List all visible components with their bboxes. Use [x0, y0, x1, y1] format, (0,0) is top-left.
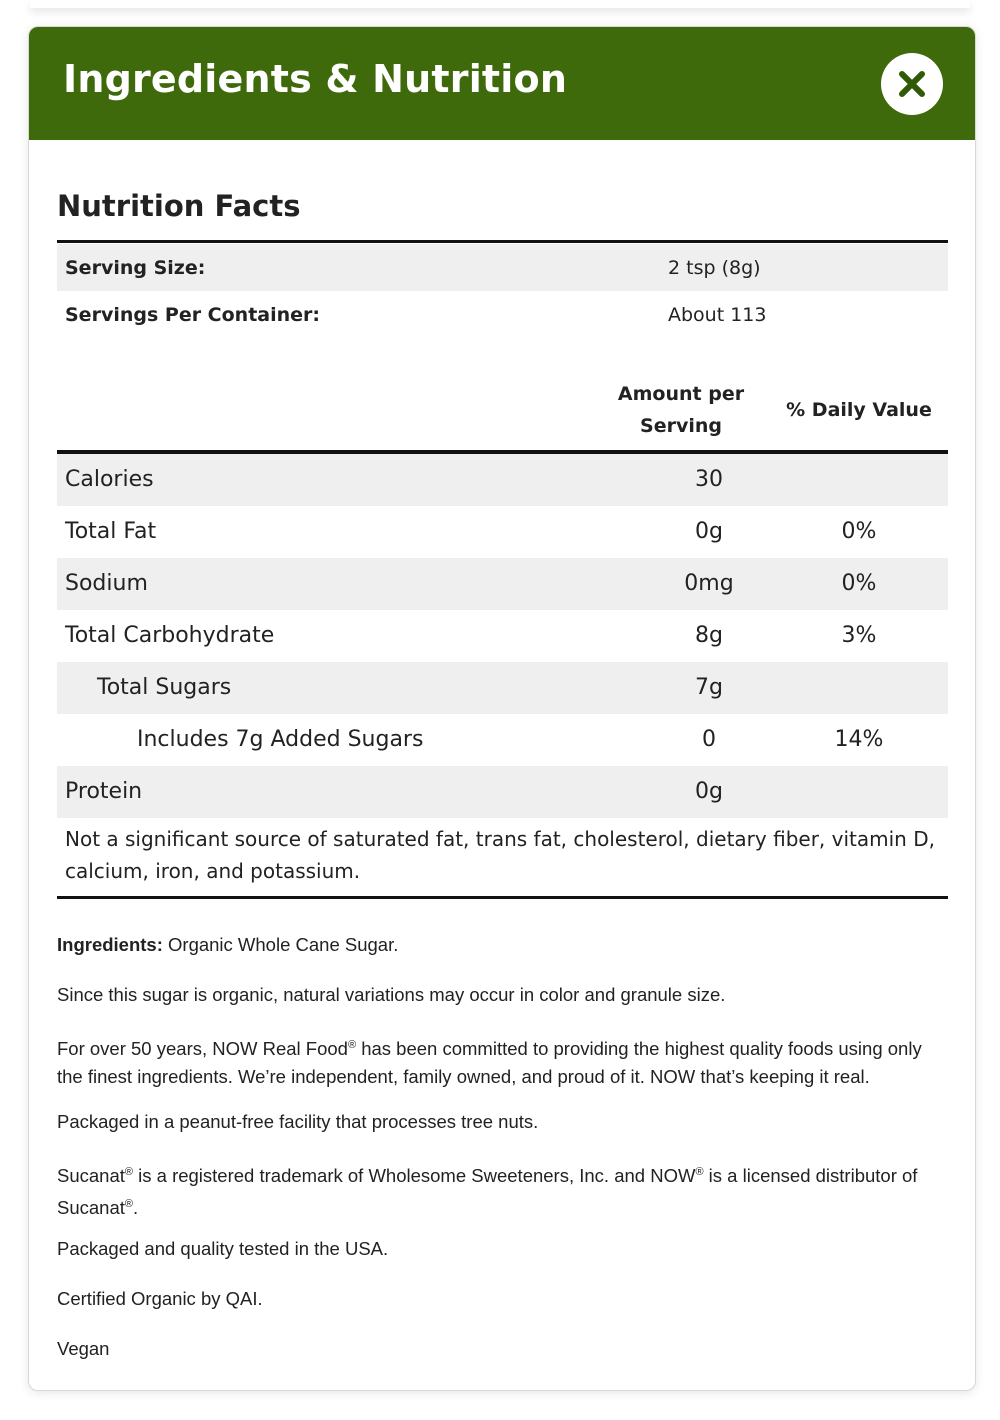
ingredients-paragraph: [57, 931, 952, 959]
nutrient-daily-value: 3%: [841, 623, 877, 648]
modal-title: Ingredients & Nutrition: [63, 57, 568, 101]
nutrient-row-added-sugars: [57, 714, 948, 766]
brand-text-2: has been committed to providing the highest quality foods using only the finest ingredients. We’re independent, family owned, and proud of it. NOW that’s keeping it real.: [57, 1038, 922, 1088]
nutrient-row-total-sugars: [57, 662, 948, 714]
nutrient-amount: 0: [702, 727, 716, 752]
registered-mark: ®: [124, 1198, 133, 1211]
nutrient-amount: 8g: [695, 623, 723, 648]
nutrition-bottom-rule: [57, 896, 948, 899]
daily-value-header: % Daily Value: [786, 399, 932, 421]
registered-mark: ®: [347, 1039, 357, 1051]
ingredients-text: Organic Whole Cane Sugar.: [162, 934, 399, 955]
amount-header-line2: Serving: [640, 415, 722, 437]
servings-per-container-label: Servings Per Container:: [65, 304, 321, 326]
trademark-text-1: Sucanat: [57, 1165, 125, 1187]
registered-mark: ®: [124, 1166, 133, 1178]
nutrient-amount: 0g: [695, 519, 723, 544]
nutrition-footnote: Not a significant source of saturated fat, trans fat, cholesterol, dietary fiber, vitamin D, calcium, iron, and potassium.: [65, 827, 935, 883]
nutrient-amount: 30: [695, 467, 723, 492]
close-button[interactable]: [881, 53, 943, 115]
nutrient-amount: 0g: [695, 779, 723, 804]
nutrient-label: Total Sugars: [97, 675, 232, 700]
registered-mark: ®: [695, 1166, 704, 1178]
nutrient-label: Protein: [65, 779, 143, 804]
ingredients-label: Ingredients:: [57, 934, 163, 955]
nutrient-row-total-fat: [57, 506, 948, 558]
trademark-text-2: is a registered trademark of Wholesome Sweeteners, Inc. and NOW: [133, 1165, 696, 1187]
nutrition-facts-title: Nutrition Facts: [57, 189, 301, 223]
serving-size-row: [57, 244, 948, 291]
nutrition-top-rule: [57, 240, 948, 243]
servings-per-container-value: About 113: [668, 304, 767, 326]
nutrient-label: Total Carbohydrate: [65, 623, 275, 648]
close-icon: [881, 53, 943, 115]
facility-note: Packaged in a peanut-free facility that processes tree nuts.: [57, 1111, 539, 1132]
brand-paragraph: [57, 1031, 952, 1091]
nutrient-row-total-carbohydrate: [57, 610, 948, 662]
servings-per-container-row: [57, 291, 948, 338]
nutrient-daily-value: 14%: [834, 727, 884, 752]
nutrient-daily-value: 0%: [841, 571, 877, 596]
nutrient-label: Calories: [65, 467, 154, 492]
certified-note: Certified Organic by QAI.: [57, 1288, 263, 1309]
packaged-note: Packaged and quality tested in the USA.: [57, 1238, 389, 1259]
brand-text-1: For over 50 years, NOW Real Food: [57, 1038, 348, 1060]
trademark-text-4: .: [133, 1197, 139, 1219]
vegan-note: Vegan: [57, 1338, 110, 1359]
nutrient-label: Sodium: [65, 571, 148, 596]
nutrient-row-calories: [57, 454, 948, 506]
nutrient-amount: 7g: [695, 675, 723, 700]
page-top-shadow: [30, 0, 970, 8]
organic-note: Since this sugar is organic, natural variations may occur in color and granule size.: [57, 984, 726, 1005]
nutrient-row-protein: [57, 766, 948, 818]
nutrient-row-sodium: [57, 558, 948, 610]
nutrient-label: Includes 7g Added Sugars: [137, 727, 424, 752]
trademark-text-3: is a licensed distributor of Sucanat: [57, 1165, 918, 1219]
nutrient-label: Total Fat: [65, 519, 157, 544]
serving-size-value: 2 tsp (8g): [668, 257, 761, 279]
trademark-paragraph: [57, 1158, 952, 1222]
ingredients-nutrition-modal: [28, 26, 976, 1391]
amount-per-serving-header: [597, 378, 765, 442]
serving-size-label: Serving Size:: [65, 257, 206, 279]
nutrient-amount: 0mg: [684, 571, 734, 596]
nutrient-daily-value: 0%: [841, 519, 877, 544]
amount-header-line1: Amount per: [617, 383, 745, 405]
modal-header: [29, 27, 975, 140]
